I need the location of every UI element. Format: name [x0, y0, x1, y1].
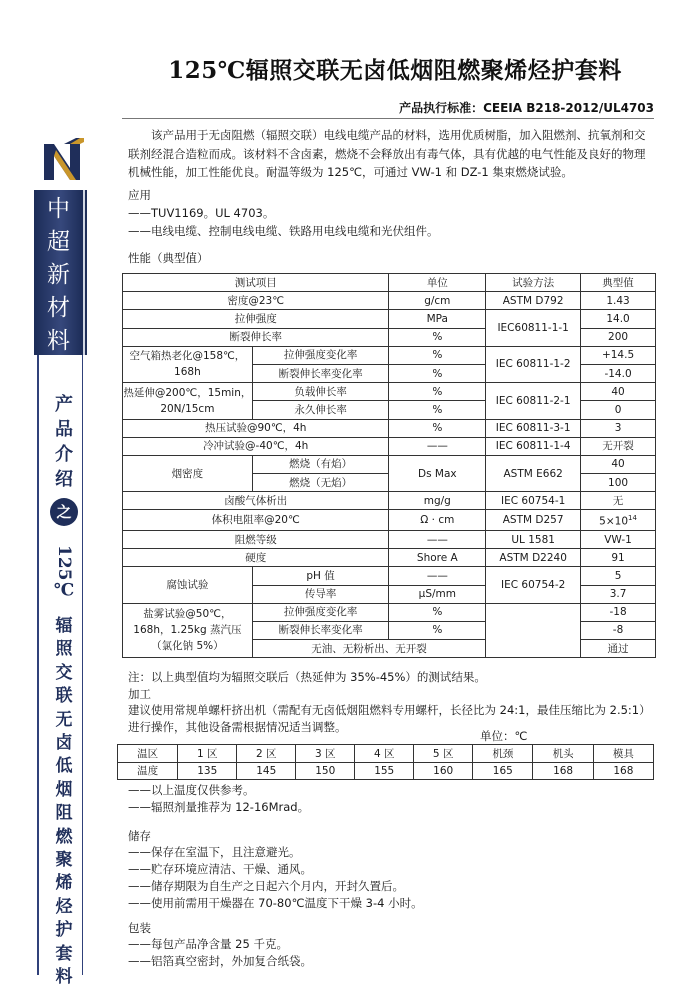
item-cell: 断裂伸长率变化率 [252, 364, 389, 382]
value-cell: -18 [581, 603, 656, 621]
name-char: 无 [55, 709, 73, 730]
name-char: 烯 [55, 873, 73, 894]
sidebar-product-label [47, 392, 81, 532]
storage-item: ——保存在室温下，且注意避光。 [128, 845, 301, 859]
method-cell: IEC 60754-1 [486, 492, 581, 510]
value-cell: 3.7 [581, 585, 656, 603]
zone-cell: 3 区 [296, 745, 355, 763]
group-cell: 烟密度 [123, 455, 253, 491]
name-char: 烃 [55, 896, 73, 917]
page-title: 125℃辐照交联无卤低烟阻燃聚烯烃护套料 [168, 57, 622, 84]
sidebar-line [82, 355, 83, 975]
product-label-char: 品 [55, 419, 73, 440]
item-cell: 拉伸强度变化率 [252, 346, 389, 364]
zone-cell: 机颈 [473, 745, 533, 763]
name-char: 烟 [55, 779, 73, 800]
unit-cell: —— [389, 567, 486, 585]
company-char: 中 [47, 196, 70, 222]
zone-cell: 5 区 [414, 745, 473, 763]
company-char: 超 [47, 229, 70, 255]
table-row [123, 437, 656, 455]
storage-item: ——使用前需用干燥器在 70-80℃温度下干燥 3-4 小时。 [128, 896, 423, 910]
temp-cell: 165 [473, 762, 533, 780]
company-char: 新 [47, 262, 70, 288]
unit-cell: Ω · cm [389, 510, 486, 531]
table-row [123, 383, 656, 401]
item-cell: 阻燃等级 [123, 530, 389, 548]
table-row [123, 292, 656, 310]
group-cell: 腐蚀试验 [123, 567, 253, 603]
table-row [123, 492, 656, 510]
packaging-heading: 包装 [128, 921, 151, 935]
processing-text: 建议使用常规单螺杆挤出机（需配有无卤低烟阻燃料专用螺杆，长径比为 24:1，最佳压缩比为 2.5:1）进行操作，其他设备需根据情况适当调整。 [128, 703, 651, 734]
item-cell: 拉伸强度 [123, 310, 389, 328]
table-row [123, 567, 656, 585]
unit-cell: % [389, 364, 486, 382]
application-item: ——TUV1169。UL 4703。 [128, 206, 275, 220]
value-cell: 200 [581, 328, 656, 346]
unit-cell: % [389, 328, 486, 346]
item-cell: 负载伸长率 [252, 383, 389, 401]
product-label-char: 介 [55, 444, 73, 465]
unit-cell: MPa [389, 310, 486, 328]
temp-cell: 168 [593, 762, 653, 780]
sidebar-company-name [34, 190, 83, 355]
packaging-item: ——铝箔真空密封，外加复合纸袋。 [128, 954, 312, 968]
value-cell: +14.5 [581, 346, 656, 364]
method-cell [486, 603, 581, 658]
method-cell: ASTM D792 [486, 292, 581, 310]
application-item: ——电线电缆、控制电线电缆、铁路用电线电缆和光伏组件。 [128, 224, 439, 238]
temp-cell: 160 [414, 762, 473, 780]
zone-cell: 4 区 [355, 745, 414, 763]
item-cell: 硬度 [123, 549, 389, 567]
method-cell: IEC 60811-1-2 [486, 346, 581, 382]
temp-cell: 168 [533, 762, 593, 780]
item-cell: 体积电阻率@20℃ [123, 510, 389, 531]
value-cell: 100 [581, 474, 656, 492]
item-cell: 燃烧（有焰） [252, 455, 389, 473]
table-row [123, 603, 656, 621]
zone-cell: 模具 [593, 745, 653, 763]
table-row [118, 762, 654, 780]
application-heading: 应用 [128, 188, 151, 202]
header-cell: 试验方法 [486, 274, 581, 292]
table-row [123, 510, 656, 531]
table-row [118, 745, 654, 763]
table-row [123, 455, 656, 473]
product-label-char: 产 [55, 394, 73, 415]
value-cell [581, 510, 656, 531]
zone-cell: 机头 [533, 745, 593, 763]
zone-cell: 温区 [118, 745, 178, 763]
sidebar-line [37, 355, 39, 975]
group-cell: 盐雾试验@50℃，168h，1.25kg 蒸汽压（氯化钠 5%） [123, 603, 253, 658]
value-cell: 5 [581, 567, 656, 585]
zone-cell: 1 区 [178, 745, 237, 763]
unit-cell: % [389, 603, 486, 621]
zhi-badge: 之 [50, 498, 78, 526]
method-cell: ASTM E662 [486, 455, 581, 491]
company-char: 材 [47, 295, 70, 321]
header-cell: 单位 [389, 274, 486, 292]
value-cell: 40 [581, 455, 656, 473]
method-cell: IEC 60811-2-1 [486, 383, 581, 419]
name-char: 阻 [55, 803, 73, 824]
item-cell: 密度@23℃ [123, 292, 389, 310]
item-cell: 传导率 [252, 585, 389, 603]
value-cell: -8 [581, 621, 656, 639]
name-char: 辐 [55, 616, 73, 636]
method-cell: ASTM D2240 [486, 549, 581, 567]
name-char: 照 [55, 639, 73, 660]
temp-cell: 150 [296, 762, 355, 780]
temp-cell: 温度 [118, 762, 178, 780]
header-cell: 典型值 [581, 274, 656, 292]
unit-cell: —— [389, 437, 486, 455]
exponent: 14 [628, 514, 637, 523]
name-char: 料 [55, 967, 73, 988]
value-cell: 0 [581, 401, 656, 419]
zone-cell: 2 区 [237, 745, 296, 763]
value-text: 5×10 [599, 515, 628, 528]
item-cell: 断裂伸长率 [123, 328, 389, 346]
value-cell: 1.43 [581, 292, 656, 310]
temperature-table [117, 744, 654, 780]
unit-cell: % [389, 621, 486, 639]
method-cell: IEC 60811-1-4 [486, 437, 581, 455]
processing-note: ——以上温度仅供参考。 [128, 783, 255, 797]
name-char: 护 [55, 920, 73, 941]
table-row [123, 346, 656, 364]
name-char: 交 [55, 662, 73, 683]
item-cell: 拉伸强度变化率 [252, 603, 389, 621]
item-cell: 冷冲试验@-40℃，4h [123, 437, 389, 455]
name-char: 联 [55, 686, 73, 707]
value-cell: 无开裂 [581, 437, 656, 455]
product-label-char: 绍 [55, 469, 73, 490]
name-char: 卤 [55, 733, 73, 754]
product-temp: 125℃ [54, 545, 74, 601]
unit-cell: Shore A [389, 549, 486, 567]
group-cell: 热延伸@200℃，15min，20N/15cm [123, 383, 253, 419]
intro-paragraph: 该产品用于无卤阻燃（辐照交联）电线电缆产品的材料，选用优质树脂，加入阻燃剂、抗氧剂和交联剂经混合造粒而成。该材料不含卤素，燃烧不会释放出有毒气体，具有优越的电气性能及良好的物理机械性能，加工性能优良。耐温等级为 125℃，可通过 VW-1 和 DZ-1 集束燃烧试验。 [128, 128, 646, 179]
unit-cell: g/cm [389, 292, 486, 310]
value-cell: 14.0 [581, 310, 656, 328]
temp-cell: 145 [237, 762, 296, 780]
item-cell: 永久伸长率 [252, 401, 389, 419]
sidebar-product-name [47, 545, 81, 990]
unit-cell: % [389, 346, 486, 364]
unit-cell: % [389, 383, 486, 401]
value-cell: 40 [581, 383, 656, 401]
storage-item: ——贮存环境应清洁、干燥、通风。 [128, 862, 312, 876]
unit-cell: mg/g [389, 492, 486, 510]
item-cell: pH 值 [252, 567, 389, 585]
table-row [123, 310, 656, 328]
performance-table [122, 273, 656, 658]
company-char: 料 [47, 328, 70, 354]
storage-heading: 储存 [128, 829, 151, 843]
value-cell: 通过 [581, 640, 656, 658]
unit-cell: % [389, 419, 486, 437]
name-char: 套 [55, 943, 73, 964]
value-cell: -14.0 [581, 364, 656, 382]
value-cell: 91 [581, 549, 656, 567]
value-cell: VW-1 [581, 530, 656, 548]
name-char: 聚 [55, 850, 73, 871]
method-cell: IEC 60754-2 [486, 567, 581, 603]
note-text: 注：以上典型值均为辐照交联后（热延伸为 35%-45%）的测试结果。 [128, 670, 486, 684]
header-rule [122, 118, 654, 119]
value-cell: 无 [581, 492, 656, 510]
processing-note: ——辐照剂量推荐为 12-16Mrad。 [128, 800, 310, 814]
method-cell: ASTM D257 [486, 510, 581, 531]
item-cell: 断裂伸长率变化率 [252, 621, 389, 639]
processing-heading: 加工 [128, 687, 151, 701]
product-standard: 产品执行标准：CEEIA B218-2012/UL4703 [399, 101, 654, 115]
unit-cell: % [389, 401, 486, 419]
storage-item: ——储存期限为自生产之日起六个月内，开封久置后。 [128, 879, 404, 893]
name-char: 燃 [55, 826, 73, 847]
temp-cell: 155 [355, 762, 414, 780]
header-cell: 测试项目 [123, 274, 389, 292]
method-cell: UL 1581 [486, 530, 581, 548]
value-cell: 3 [581, 419, 656, 437]
performance-heading: 性能（典型值） [128, 251, 209, 265]
table-row [123, 530, 656, 548]
unit-cell: Ds Max [389, 455, 486, 491]
method-cell: IEC60811-1-1 [486, 310, 581, 346]
unit-cell: μS/mm [389, 585, 486, 603]
table-row [123, 419, 656, 437]
method-cell: IEC 60811-3-1 [486, 419, 581, 437]
item-cell: 燃烧（无焰） [252, 474, 389, 492]
temp-cell: 135 [178, 762, 237, 780]
group-cell: 空气箱热老化@158℃，168h [123, 346, 253, 382]
logo-n-icon [40, 136, 88, 182]
item-cell: 无油、无粉析出、无开裂 [252, 640, 485, 658]
item-cell: 卤酸气体析出 [123, 492, 389, 510]
name-char: 低 [55, 756, 73, 777]
packaging-item: ——每包产品净含量 25 千克。 [128, 937, 288, 951]
unit-cell: —— [389, 530, 486, 548]
item-cell: 热压试验@90℃，4h [123, 419, 389, 437]
table-row [123, 549, 656, 567]
table-header-row [123, 274, 656, 292]
unit-label: 单位：℃ [480, 729, 528, 743]
